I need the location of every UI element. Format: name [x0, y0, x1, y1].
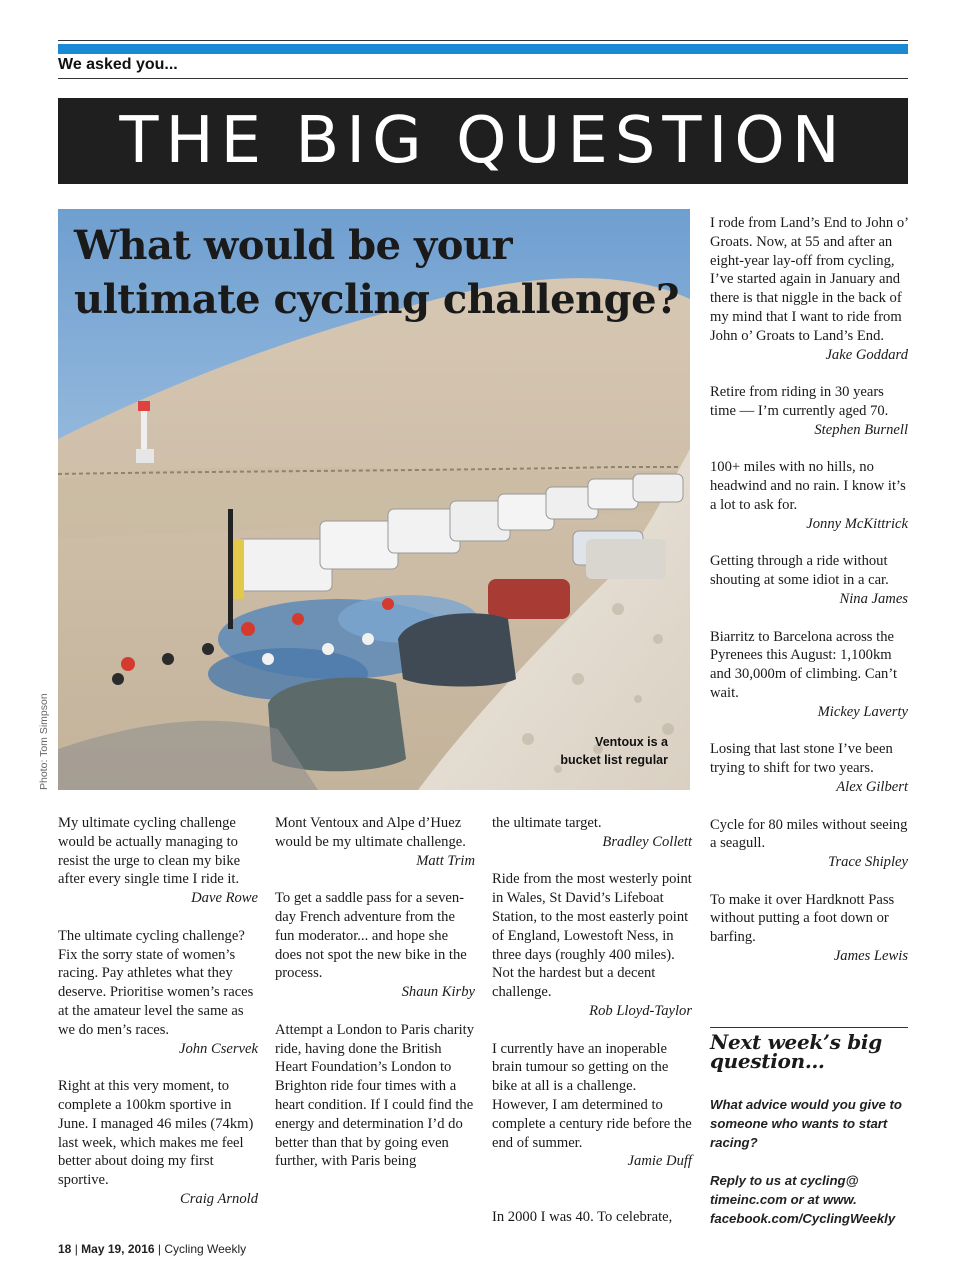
top-rule	[58, 40, 908, 41]
magazine-name: Cycling Weekly	[164, 1242, 247, 1256]
next-week-title-line2: question…	[710, 1049, 825, 1073]
footer-separator: |	[157, 1242, 165, 1256]
response-text: I currently have an inoperable brain tumour so getting on the bike at all is a challenge. However, I am determined to complete a century ride before the end of summer.	[492, 1040, 692, 1151]
response-text: Losing that last stone I’ve been trying to shift for two years.	[710, 741, 893, 777]
response-author: Jonny McKittrick	[806, 515, 908, 532]
response-text: The ultimate cycling challenge? Fix the sorry state of women’s racing. Pay athletes what they deserve. Prioritise women’s races at the amateur level the same as we do men’s races.	[58, 927, 254, 1038]
reader-response	[710, 628, 908, 722]
hero-photo	[58, 209, 690, 790]
photo-caption-line1: Ventoux is a	[595, 735, 668, 749]
reader-response	[710, 816, 908, 872]
response-author: Jamie Duff	[627, 1153, 692, 1170]
response-text: 100+ miles with no hills, no headwind and no rain. I know it’s a lot to ask for.	[710, 459, 906, 513]
reader-response	[58, 814, 258, 908]
reader-response	[275, 1021, 475, 1171]
response-text: Ride from the most westerly point in Wales, St David’s Lifeboat Station, to the most easterly point of England, Lowestoft Ness, in three days (roughly 400 miles). Not the hardest but a decent challenge.	[492, 871, 692, 1001]
page-banner	[58, 98, 908, 184]
reader-response	[492, 814, 692, 852]
response-author: Shaun Kirby	[401, 984, 475, 1001]
column-1	[58, 814, 258, 1228]
column-4	[710, 214, 908, 985]
response-author: Stephen Burnell	[814, 421, 908, 438]
response-author: Nina James	[839, 590, 908, 607]
top-accent-bar	[58, 44, 908, 54]
response-text: Retire from riding in 30 years time — I’m currently aged 70.	[710, 384, 889, 419]
page-number: 18	[58, 1242, 72, 1256]
reader-response	[275, 889, 475, 1002]
column-2	[275, 814, 475, 1190]
response-text: Mont Ventoux and Alpe d’Huez would be my ultimate challenge.	[275, 815, 466, 850]
reader-response	[492, 1040, 692, 1172]
reader-response	[275, 814, 475, 870]
response-author: Alex Gilbert	[836, 778, 908, 795]
response-text: In 2000 I was 40. To celebrate,	[492, 1209, 673, 1226]
footer-separator: |	[74, 1242, 82, 1256]
reader-response	[710, 458, 908, 533]
response-author: Dave Rowe	[191, 890, 258, 907]
response-text: the ultimate target.	[492, 815, 602, 831]
reader-response	[58, 1077, 258, 1209]
reader-response	[492, 1208, 692, 1227]
response-author: Rob Lloyd-Taylor	[589, 1002, 692, 1019]
reader-response	[710, 891, 908, 966]
reader-response	[710, 552, 908, 608]
response-author: John Cservek	[178, 1040, 258, 1057]
response-author: Craig Arnold	[180, 1190, 258, 1207]
next-week-rule	[710, 1027, 908, 1028]
photo-headline-line1: What would be your	[74, 222, 513, 269]
issue-date: May 19, 2016	[81, 1242, 155, 1256]
next-week-reply-info: Reply to us at cycling@ timeinc.com or at www. facebook.com/CyclingWeekly	[710, 1173, 896, 1226]
response-text: My ultimate cycling challenge would be actually managing to resist the urge to clean my bike after every single time I ride it.	[58, 815, 241, 888]
photo-caption	[560, 733, 668, 769]
next-week-title-line1: Next week’s big	[710, 1030, 882, 1054]
section-kicker: We asked you...	[58, 56, 178, 73]
kicker-rule	[58, 78, 908, 79]
next-week-title	[710, 1030, 908, 1073]
reader-response	[710, 214, 908, 364]
reader-response	[58, 927, 258, 1059]
photo-caption-line2: bucket list regular	[560, 753, 668, 767]
response-text: Getting through a ride without shouting at some idiot in a car.	[710, 553, 889, 589]
column-3	[492, 814, 692, 1246]
reader-response	[710, 383, 908, 439]
response-author: James Lewis	[833, 948, 908, 965]
response-text: I rode from Land’s End to John o’ Groats. Now, at 55 and after an eight-year lay-off from cycling, I’ve started again in January and there is that niggle in the back of my mind that I want to ride from John o’ Groats to Land’s End.	[710, 215, 908, 344]
response-text: Right at this very moment, to complete a 100km sportive in June. I managed 46 miles (74km) last week, which makes me feel better about doing my first sportive.	[58, 1078, 254, 1189]
photo-headline	[74, 219, 679, 327]
response-text: Attempt a London to Paris charity ride, having done the British Heart Foundation’s London to Brighton ride four times with a heart condition. If I could find the energy and determination I’d do better than that by going even further, with Paris being	[275, 1021, 475, 1170]
response-text: To get a saddle pass for a seven-day French adventure from the fun moderator... and hope she does not spot the new bike in the process.	[275, 890, 467, 982]
response-text: Biarritz to Barcelona across the Pyrenees this August: 1,100km and 30,000m of climbing. Can’t wait.	[710, 628, 897, 701]
reader-response	[710, 740, 908, 796]
response-author: Matt Trim	[416, 852, 475, 869]
banner-title: THE BIG QUESTION	[119, 104, 847, 178]
response-text: To make it over Hardknott Pass without putting a foot down or barfing.	[710, 891, 895, 946]
next-week-question: What advice would you give to someone who wants to start racing?	[710, 1097, 902, 1150]
response-author: Trace Shipley	[828, 854, 908, 871]
photo-headline-line2: ultimate cycling challenge?	[74, 276, 679, 323]
response-author: Bradley Collett	[602, 833, 692, 850]
page-footer	[58, 1242, 246, 1256]
response-text: Cycle for 80 miles without seeing a seagull.	[710, 816, 908, 852]
photo-credit: Photo: Tom Simpson	[38, 693, 50, 790]
response-author: Mickey Laverty	[817, 703, 908, 720]
response-author: Jake Goddard	[825, 346, 908, 363]
reader-response	[492, 870, 692, 1020]
